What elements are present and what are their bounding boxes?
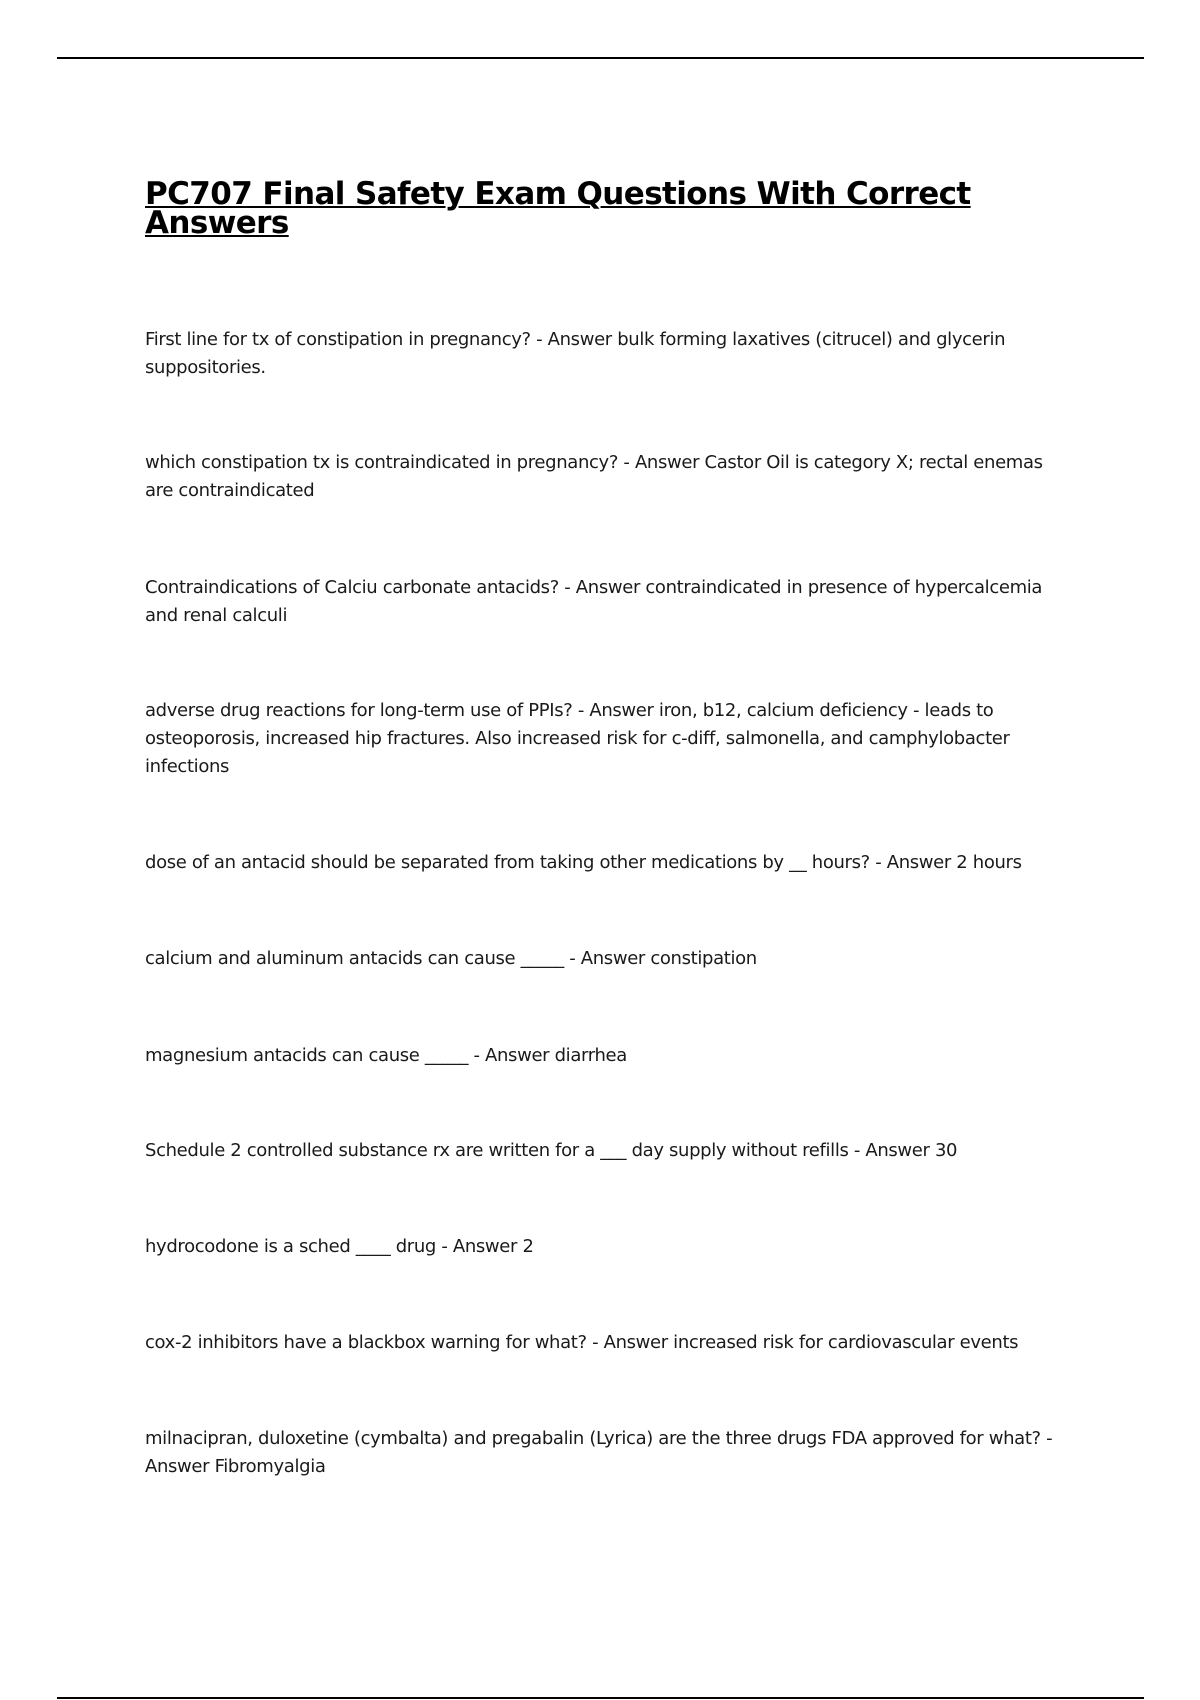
- question-item: milnacipran, duloxetine (cymbalta) and pregabalin (Lyrica) are the three drugs FDA approved for what? - Answer Fibromyalgia: [145, 1428, 1053, 1477]
- question-item: dose of an antacid should be separated from taking other medications by __ hours? - Answer 2 hours: [145, 852, 1022, 873]
- question-item: Schedule 2 controlled substance rx are written for a ___ day supply without refills - Answer 30: [145, 1140, 958, 1161]
- question-item: calcium and aluminum antacids can cause _____ - Answer constipation: [145, 948, 757, 969]
- question-item: adverse drug reactions for long-term use of PPIs? - Answer iron, b12, calcium deficiency - leads to osteoporosis, increased hip fractures. Also increased risk for c-diff, salmonella, and camphylobacter infections: [145, 700, 1010, 777]
- footer-rule: [57, 1697, 1144, 1699]
- question-item: hydrocodone is a sched ____ drug - Answer 2: [145, 1236, 534, 1257]
- question-item: First line for tx of constipation in pregnancy? - Answer bulk forming laxatives (citrucel) and glycerin suppositories.: [145, 329, 1006, 378]
- question-item: magnesium antacids can cause _____ - Answer diarrhea: [145, 1045, 627, 1066]
- question-item: which constipation tx is contraindicated in pregnancy? - Answer Castor Oil is category X; rectal enemas are contraindicated: [145, 452, 1043, 501]
- document-body: [145, 176, 1075, 1477]
- question-item: Contraindications of Calciu carbonate antacids? - Answer contraindicated in presence of hypercalcemia and renal calculi: [145, 577, 1043, 626]
- header-rule: [57, 57, 1144, 59]
- document-title: PC707 Final Safety Exam Questions With Correct Answers: [145, 176, 971, 241]
- question-item: cox-2 inhibitors have a blackbox warning for what? - Answer increased risk for cardiovascular events: [145, 1332, 1019, 1353]
